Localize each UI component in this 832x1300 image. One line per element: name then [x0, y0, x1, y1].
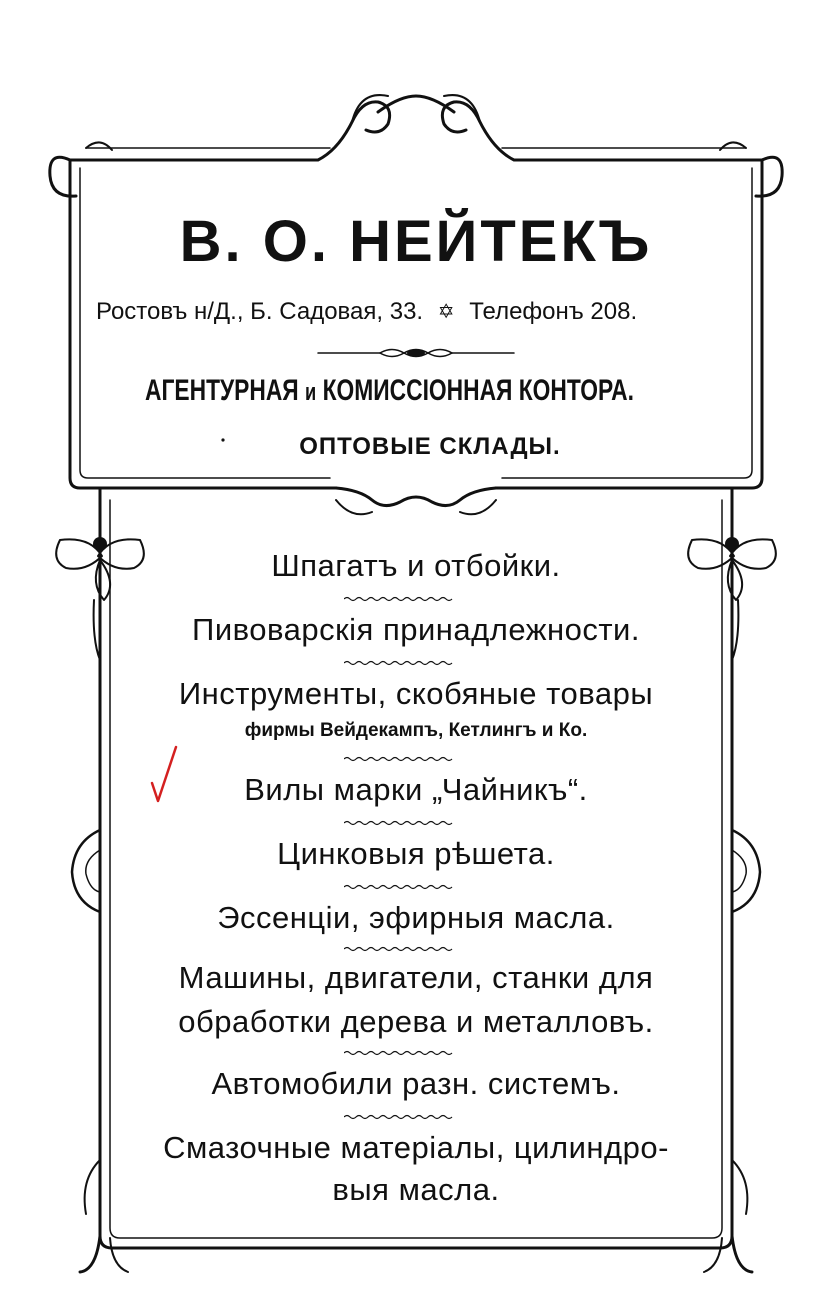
list-item: Автомобили разн. системъ.: [211, 1066, 621, 1101]
separator-wave: [344, 596, 454, 602]
list-item: Пивоварскія принадлежности.: [192, 612, 640, 647]
list-item: Смазочные матеріалы, цилиндро-: [163, 1130, 669, 1165]
separator-wave: [344, 1114, 454, 1120]
agency-heading: [145, 374, 634, 408]
separator-wave: [344, 756, 454, 762]
agency-part2: КОМИССІОННАЯ КОНТОРА.: [322, 374, 634, 407]
list-item: Шпагатъ и отбойки.: [271, 548, 561, 583]
separator-wave: [344, 660, 454, 666]
address-street: Ростовъ н/Д., Б. Садовая, 33.: [96, 298, 424, 325]
star-icon: ✡: [437, 301, 455, 323]
list-item-subtext: фирмы Вейдекампъ, Кетлингъ и Ко.: [244, 720, 588, 741]
list-item: Машины, двигатели, станки для: [178, 960, 654, 995]
agency-conjunction: и: [305, 379, 317, 406]
list-item: Цинковыя рѣшета.: [277, 836, 555, 871]
list-item-continuation: обработки дерева и металловъ.: [178, 1004, 654, 1039]
separator-wave: [344, 820, 454, 826]
firm-address: [96, 298, 637, 326]
separator-wave: [344, 1050, 454, 1056]
separator-wave: [344, 884, 454, 890]
list-item-continuation: выя масла.: [332, 1172, 500, 1207]
list-item: Эссенціи, эфирныя масла.: [217, 900, 615, 935]
agency-part1: АГЕНТУРНАЯ: [145, 374, 299, 407]
wholesale-heading: ОПТОВЫЕ СКЛАДЫ.: [299, 433, 561, 460]
list-item: Инструменты, скобяные товары: [178, 676, 654, 711]
separator-wave: [344, 946, 454, 952]
address-phone: Телефонъ 208.: [469, 298, 638, 325]
firm-title: В. О. НЕЙТЕКЪ: [179, 209, 653, 274]
list-item: Вилы марки „Чайникъ“.: [244, 772, 588, 807]
